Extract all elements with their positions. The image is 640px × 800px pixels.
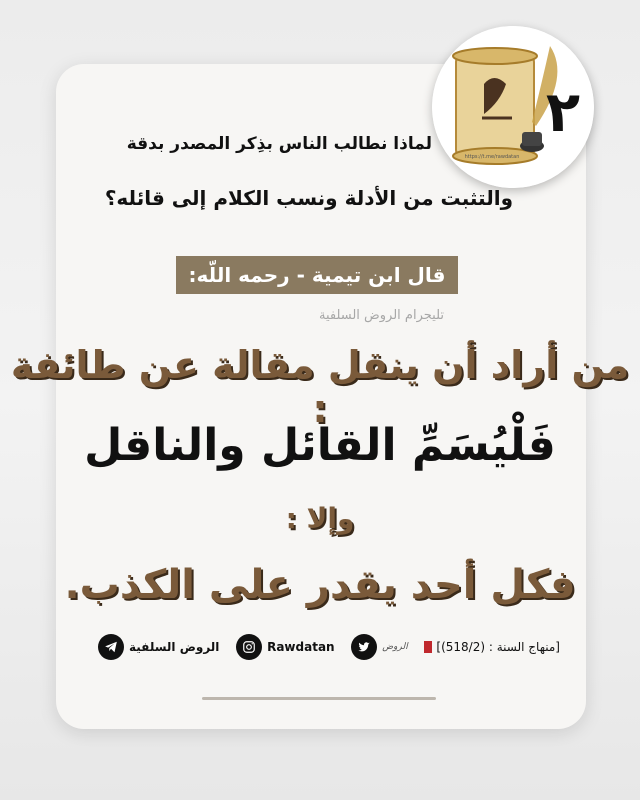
page-title-line2: والتثبت من الأدلة ونسب الكلام إلى قائله؟ — [104, 186, 513, 210]
quote-line-1: من أراد أن ينقل مقالة عن طائفة : — [10, 343, 630, 431]
quote-line-4: فكل أحد يقدر على الكذب. — [64, 562, 576, 608]
source-citation — [424, 640, 560, 654]
bottom-divider — [202, 697, 436, 700]
page-title-line1: لماذا نطالب الناس بذِكر المصدر بدقة — [126, 134, 432, 154]
telegram-link[interactable] — [98, 634, 219, 660]
twitter-label: الروض — [382, 642, 408, 652]
telegram-icon — [98, 634, 124, 660]
twitter-link[interactable] — [351, 634, 407, 660]
instagram-icon — [236, 634, 262, 660]
badge-url: https://t.me/rawdatan — [464, 154, 520, 160]
bookmark-icon — [424, 641, 432, 653]
quote-line-2: فَلْيُسَمِّ القائل والناقل — [84, 420, 556, 471]
source-text: [منهاج السنة : (518/2)] — [436, 640, 560, 654]
badge-number: ٢ — [545, 80, 580, 145]
quote-line-3: وإلا : — [285, 502, 355, 535]
footer-bar — [98, 632, 560, 662]
instagram-link[interactable] — [236, 634, 335, 660]
watermark-text: تليجرام الروض السلفية — [318, 308, 444, 323]
instagram-label: Rawdatan — [267, 640, 335, 654]
series-badge — [432, 26, 594, 188]
quote-attribution: قال ابن تيمية - رحمه اللّه: — [176, 256, 458, 294]
twitter-icon — [351, 634, 377, 660]
telegram-label: الروض السلفية — [129, 640, 220, 654]
